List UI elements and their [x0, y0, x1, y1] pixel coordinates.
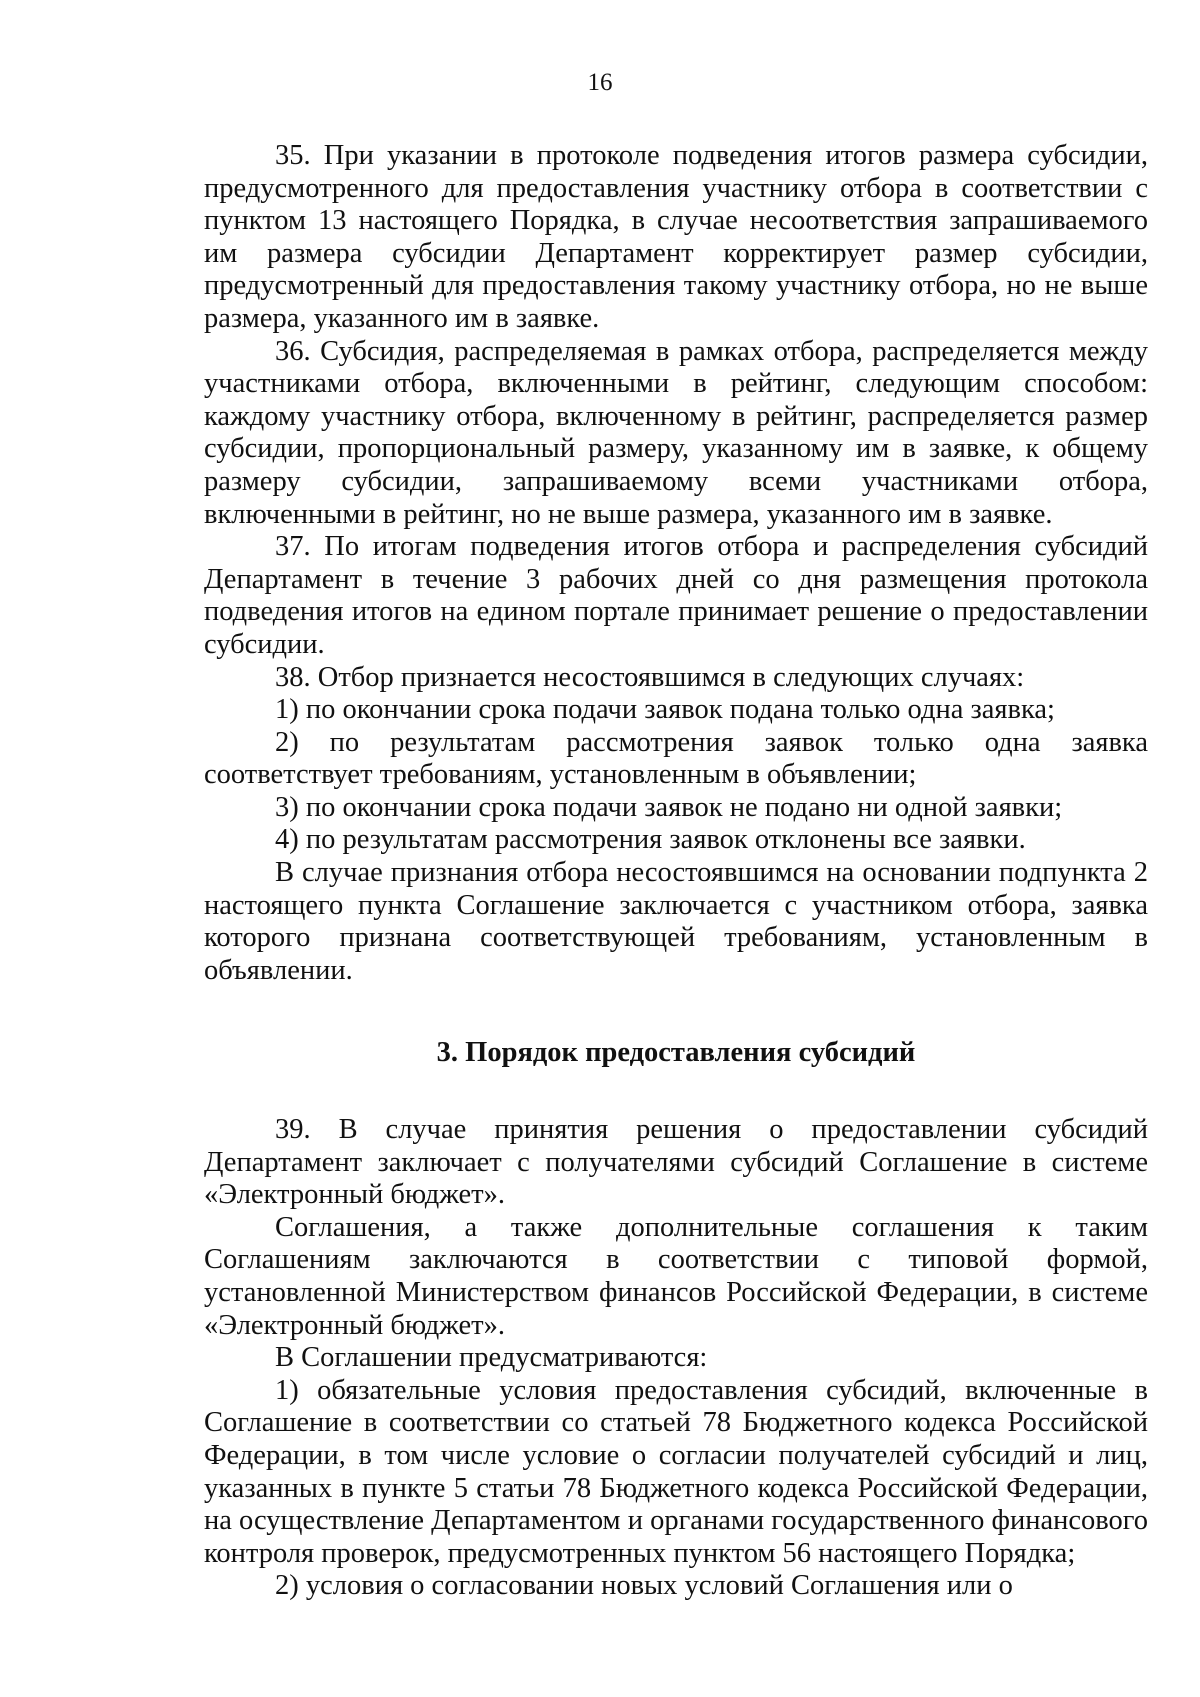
list-item-38-4: 4) по результатам рассмотрения заявок отклонены все заявки.: [275, 824, 1026, 856]
paragraph-36: 36. Субсидия, распределяемая в рамках отбора, распределяется между участниками отбора, включенными в рейтинг, следующим способом: каждому участнику отбора, включенному в рейтинг, распределяется размер субсидии, пропорциональный размеру, указанному им в заявке, к общему размеру субсидии, запрашиваемому всеми участниками отбора, включенными в рейтинг, но не выше размера, указанного им в заявке.: [204, 335, 1148, 530]
paragraph-agreements: Соглашения, а также дополнительные соглашения к таким Соглашениям заключаются в соответствии с типовой формой, установленной Министерством финансов Российской Федерации, в системе «Электронный бюджет».: [204, 1211, 1148, 1341]
paragraph-provisions-intro: В Соглашении предусматриваются:: [275, 1342, 708, 1374]
list-item-provision-2: 2) условия о согласовании новых условий Соглашения или о: [275, 1570, 1013, 1602]
paragraph-38-note: В случае признания отбора несостоявшимся на основании подпункта 2 настоящего пункта Соглашение заключается с участником отбора, заявка которого признана соответствующей требованиям, установленным в объявлении.: [204, 857, 1148, 986]
list-item-38-1: 1) по окончании срока подачи заявок подана только одна заявка;: [275, 694, 1055, 726]
paragraph-39: 39. В случае принятия решения о предоставлении субсидий Департамент заключает с получателями субсидий Соглашение в системе «Электронный бюджет».: [204, 1114, 1148, 1211]
document-body: [204, 140, 1148, 1603]
list-item-38-2: 2) по результатам рассмотрения заявок только одна заявка соответствует требованиям, установленным в объявлении;: [204, 726, 1148, 791]
paragraph-37: 37. По итогам подведения итогов отбора и распределения субсидий Департамент в течение 3 рабочих дней со дня размещения протокола подведения итогов на едином портале принимает решение о предоставлении субсидии.: [204, 531, 1148, 660]
paragraph-38: 38. Отбор признается несостоявшимся в следующих случаях:: [275, 661, 1025, 693]
section-heading: 3. Порядок предоставления субсидий: [436, 1037, 916, 1069]
paragraph-35: 35. При указании в протоколе подведения итогов размера субсидии, предусмотренного для предоставления участнику отбора в соответствии с пунктом 13 настоящего Порядка, в случае несоответствия запрашиваемого им размера субсидии Департамент корректирует размер субсидии, предусмотренный для предоставления такому участнику отбора, но не выше размера, указанного им в заявке.: [204, 140, 1148, 334]
list-item-38-3: 3) по окончании срока подачи заявок не подано ни одной заявки;: [275, 791, 1063, 823]
list-item-provision-1: 1) обязательные условия предоставления субсидий, включенные в Соглашение в соответствии со статьей 78 Бюджетного кодекса Российской Федерации, в том числе условие о согласии получателей субсидий и лиц, указанных в пункте 5 статьи 78 Бюджетного кодекса Российской Федерации, на осуществление Департаментом и органами государственного финансового контроля проверок, предусмотренных пунктом 56 настоящего Порядка;: [204, 1374, 1148, 1569]
page-number: 16: [587, 69, 613, 96]
